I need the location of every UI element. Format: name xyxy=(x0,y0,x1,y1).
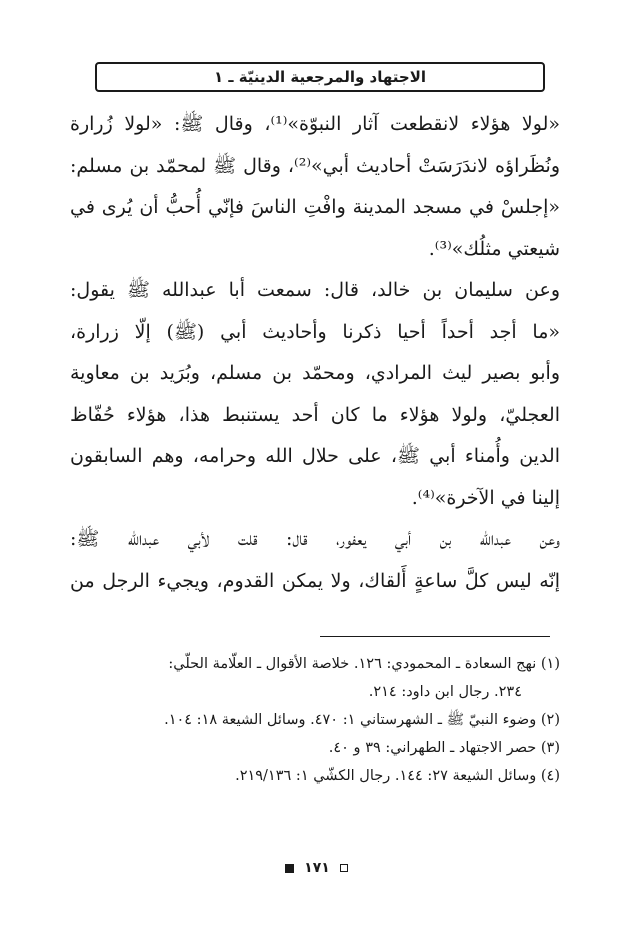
footnote-1-continuation: ٢٣٤. رجال ابن داود: ٢١٤. xyxy=(368,684,522,700)
text-line: العجليّ، ولولا هؤلاء ما كان أحد يستنبط هذا، هؤلاء حُفّاظ xyxy=(70,403,560,426)
footnote-4 xyxy=(70,762,560,790)
footnote-text: وسائل الشيعة ٢٧: ١٤٤. رجال الكشّي ١: ٢١٩/١٣٦. xyxy=(235,768,537,784)
footnotes xyxy=(70,650,560,790)
text-line: شيعتي مثلُك»⁽³⁾. xyxy=(428,237,560,260)
footnote-separator xyxy=(320,636,550,637)
text-line: «ما أجد أحداً أحيا ذكرنا وأحاديث أبي (ﷺ) إلّا زرارة، xyxy=(70,320,560,343)
text-line: إلينا في الآخرة»⁽⁴⁾. xyxy=(411,486,560,509)
running-header xyxy=(95,62,545,92)
page-number: ١٧١ xyxy=(304,860,330,876)
footnote-3 xyxy=(70,734,560,762)
text-line: ونُظَراؤه لاندَرَسَتْ أحاديث أبي»⁽²⁾، وقال ﷺ لمحمّد بن مسلم: xyxy=(70,154,560,177)
footnote-text: نهج السعادة ـ المحمودي: ١٢٦. خلاصة الأقوال ـ العلّامة الحلّي: xyxy=(168,656,537,672)
footnote-number: (٣) xyxy=(540,740,560,756)
text-line: وعن سليمان بن خالد، قال: سمعت أبا عبدالله ﷺ يقول: xyxy=(70,279,560,301)
footnote-1 xyxy=(70,650,560,678)
footnote-number: (١) xyxy=(540,656,560,672)
footnote-number: (٤) xyxy=(540,768,560,784)
outline-square-icon xyxy=(340,864,348,872)
text-line: وأبو بصير ليث المرادي، ومحمّد بن مسلم، وبُرَيد بن معاوية xyxy=(70,362,560,384)
text-line: «إجلسْ في مسجد المدينة وافْتِ الناسَ فإنّي أُحبُّ أن يُرى في xyxy=(70,196,560,218)
text-line: «لولا هؤلاء لانقطعت آثار النبوّة»⁽¹⁾، وقال ﷺ: «لولا زُرارة xyxy=(70,113,560,135)
header-title: الاجتهاد والمرجعية الدينيّة ـ ١ xyxy=(213,68,427,86)
footnote-number: (٢) xyxy=(540,712,560,728)
text-line: إنّه ليس كلَّ ساعةٍ أَلقاك، ولا يمكن القدوم، ويجيء الرجل من xyxy=(70,569,560,592)
footnote-text: وضوء النبيّ ﷺ ـ الشهرستاني ١: ٤٧٠. وسائل الشيعة ١٨: ١٠٤. xyxy=(164,712,537,728)
filled-square-icon xyxy=(285,864,294,873)
text-line: وعن عبدالله بن أبي يعفور، قال: قلت لأبي عبدالله ﷺ: xyxy=(70,528,560,550)
text-line: الدين وأُمناء أبي ﷺ، على حلال الله وحرامه، وهم السابقون xyxy=(70,445,560,467)
footnote-2 xyxy=(70,706,560,734)
main-text xyxy=(70,104,560,602)
footnote-text: حصر الاجتهاد ـ الطهراني: ٣٩ و ٤٠. xyxy=(328,740,537,756)
page-footer xyxy=(0,860,633,876)
